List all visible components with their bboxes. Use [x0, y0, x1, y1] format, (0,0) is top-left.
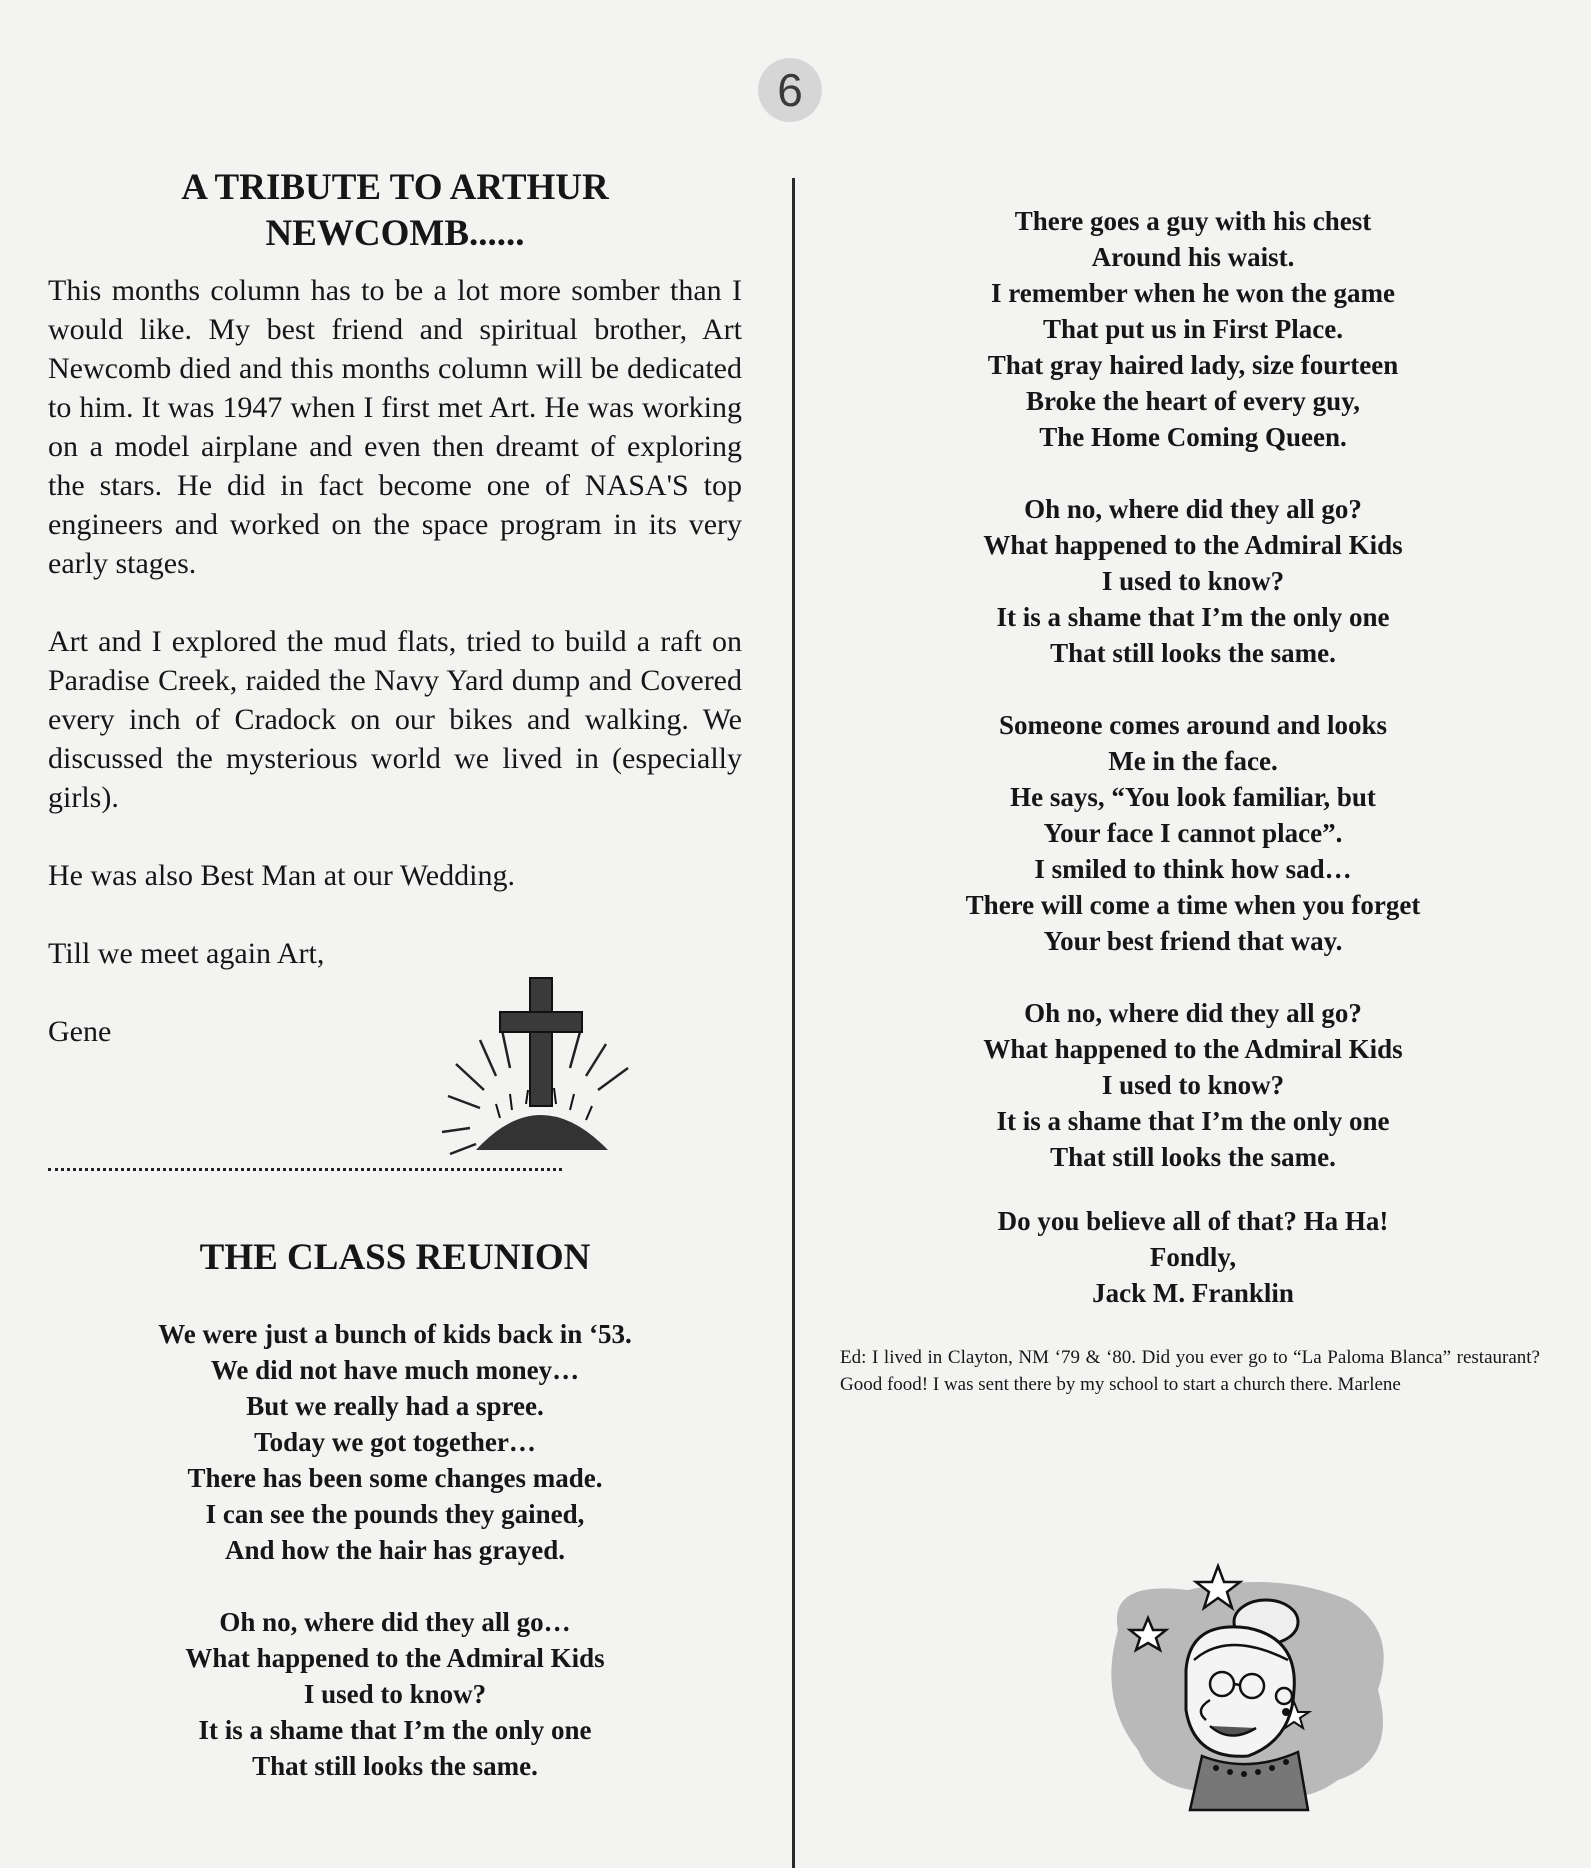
- poem-closing: [818, 1203, 1568, 1311]
- poem-line: I used to know?: [303, 1679, 487, 1709]
- poem-line: It is a shame that I’m the only one: [996, 602, 1390, 632]
- tribute-signature: Gene: [48, 1015, 112, 1048]
- tribute-paragraph-3: He was also Best Man at our Wedding.: [48, 859, 515, 892]
- reunion-title: THE CLASS REUNION: [199, 1237, 591, 1278]
- poem-line: Oh no, where did they all go?: [1024, 494, 1362, 524]
- closing-salutation: Fondly,: [1149, 1242, 1237, 1272]
- poem-line: We did not have much money…: [210, 1355, 580, 1385]
- stanza-1: [48, 1316, 742, 1568]
- tribute-paragraph-1: This months column has to be a lot more somber than I would like. My best friend and spiritual brother, Art Newcomb died and this months column will be dedicated to him. It was 1947 when I first met Art. He was working on a model airplane and even then dreamt of exploring the stars. He did in fact become one of NASA'S top engineers and worked on the space program in its very early stages.: [48, 274, 742, 580]
- stanza-2: [48, 1604, 742, 1784]
- poem-line: That still looks the same.: [1050, 1142, 1336, 1172]
- tribute-article: [48, 165, 742, 1051]
- poem-line: Broke the heart of every guy,: [1026, 386, 1360, 416]
- cross-on-hill-icon: [440, 968, 640, 1158]
- poem-line: I remember when he won the game: [991, 278, 1395, 308]
- poem-line: Your face I cannot place”.: [1043, 818, 1343, 848]
- stanza-6: [818, 995, 1568, 1175]
- poem-line: It is a shame that I’m the only one: [996, 1106, 1390, 1136]
- reunion-poem-right: [818, 203, 1568, 1211]
- poem-line: I used to know?: [1101, 566, 1285, 596]
- poem-line: But we really had a spree.: [246, 1391, 544, 1421]
- stanza-5: [818, 707, 1568, 959]
- tribute-title-line1: A TRIBUTE TO ARTHUR: [181, 167, 609, 208]
- poem-line: That still looks the same.: [252, 1751, 538, 1781]
- poem-line: Oh no, where did they all go…: [219, 1607, 571, 1637]
- poem-line: There has been some changes made.: [187, 1463, 603, 1493]
- poem-line: What happened to the Admiral Kids: [185, 1643, 605, 1673]
- poem-line: I smiled to think how sad…: [1034, 854, 1352, 884]
- column-divider: [792, 178, 795, 1868]
- poem-line: Around his waist.: [1091, 242, 1295, 272]
- poem-line: Me in the face.: [1108, 746, 1278, 776]
- poem-line: I used to know?: [1101, 1070, 1285, 1100]
- poem-line: Your best friend that way.: [1043, 926, 1343, 956]
- tribute-closing: Till we meet again Art,: [48, 937, 325, 970]
- poem-line: I can see the pounds they gained,: [205, 1499, 585, 1529]
- stanza-4: [818, 491, 1568, 671]
- reunion-poem-left: [48, 1316, 742, 1820]
- editor-note: Ed: I lived in Clayton, NM ‘79 & ‘80. Did you ever go to “La Paloma Blanca” restaurant? Good food! I was sent there by my school to start a church there. Marlene: [840, 1347, 1540, 1395]
- poem-line: Someone comes around and looks: [998, 710, 1388, 740]
- poem-line: It is a shame that I’m the only one: [198, 1715, 592, 1745]
- closing-author: Jack M. Franklin: [1092, 1278, 1294, 1308]
- tribute-title: [48, 165, 742, 257]
- tribute-paragraph-2: Art and I explored the mud flats, tried to build a raft on Paradise Creek, raided the Navy Yard dump and Covered every inch of Cradock on our bikes and walking. We discussed the mysterious world we lived in (especially girls).: [48, 625, 742, 814]
- section-divider-dots: [48, 1168, 562, 1171]
- poem-line: That gray haired lady, size fourteen: [987, 350, 1399, 380]
- poem-line: Today we got together…: [254, 1427, 536, 1457]
- poem-line: What happened to the Admiral Kids: [983, 530, 1403, 560]
- poem-line: Oh no, where did they all go?: [1024, 998, 1362, 1028]
- dizzy-grandma-icon: [1098, 1560, 1408, 1820]
- poem-line: We were just a bunch of kids back in ‘53.: [158, 1319, 632, 1349]
- closing-question: Do you believe all of that? Ha Ha!: [997, 1206, 1389, 1236]
- tribute-title-line2: NEWCOMB......: [265, 213, 525, 254]
- poem-line: There goes a guy with his chest: [1014, 206, 1372, 236]
- poem-line: What happened to the Admiral Kids: [983, 1034, 1403, 1064]
- poem-line: And how the hair has grayed.: [224, 1535, 566, 1565]
- poem-line: That still looks the same.: [1050, 638, 1336, 668]
- page-number: 6: [758, 58, 822, 122]
- stanza-3: [818, 203, 1568, 455]
- poem-line: There will come a time when you forget: [965, 890, 1421, 920]
- poem-line: That put us in First Place.: [1042, 314, 1344, 344]
- poem-line: He says, “You look familiar, but: [1010, 782, 1376, 812]
- poem-line: The Home Coming Queen.: [1039, 422, 1347, 452]
